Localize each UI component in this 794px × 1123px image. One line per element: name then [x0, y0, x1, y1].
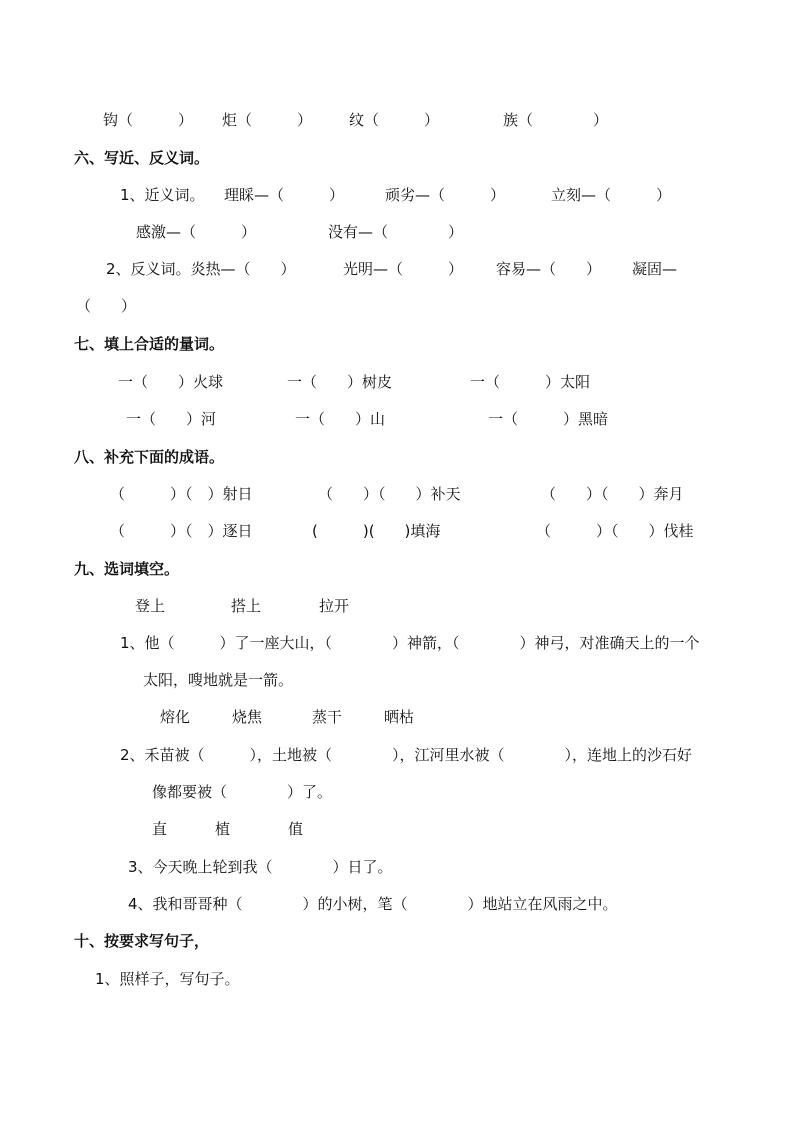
- q5-line: [0, 109, 609, 131]
- word-option: 蒸干: [312, 708, 343, 726]
- q5-item-4: 族（ ）: [503, 111, 609, 129]
- q6-item: 理睬—（ ）: [224, 186, 345, 204]
- q6-item: 光明—（ ）: [343, 260, 464, 278]
- word-option: 搭上: [231, 597, 262, 615]
- word-option: 植: [215, 820, 231, 838]
- q7-item: 一（ ）树皮: [287, 373, 393, 391]
- q9-s1-line2: [0, 669, 294, 691]
- q6-item: 顽劣—（ ）: [385, 186, 506, 204]
- q6-line3: [0, 258, 678, 280]
- q9-s2-line1: [0, 744, 693, 766]
- q9-options-2: [0, 706, 415, 728]
- word-option: 熔化: [160, 708, 191, 726]
- q9-heading-line: [0, 558, 180, 580]
- q6-sub-label: 1、近义词。: [120, 186, 205, 204]
- q6-line1: [0, 184, 672, 206]
- q7-heading-line: [0, 333, 225, 355]
- section-heading: 六、写近、反义词。: [74, 149, 210, 167]
- q6-item: 没有—（ ）: [328, 223, 464, 241]
- q10-s1: [0, 968, 240, 990]
- sentence-text: 3、今天晚上轮到我（ ）日了。: [128, 858, 393, 876]
- q7-item: 一（ ）太阳: [470, 373, 591, 391]
- q6-heading-line: [0, 147, 210, 169]
- sentence-text: 1、照样子，写句子。: [95, 970, 240, 988]
- q6-item: 立刻—（ ）: [551, 186, 672, 204]
- q7-item: 一（ ）山: [295, 410, 386, 428]
- q8-line2: [0, 520, 694, 542]
- q7-line2: [0, 408, 609, 430]
- word-option: 烧焦: [232, 708, 263, 726]
- section-heading: 七、填上合适的量词。: [74, 335, 225, 353]
- word-option: 晒枯: [384, 708, 415, 726]
- q5-item-2: 炬（ ）: [222, 111, 313, 129]
- q5-item-3: 纹（ ）: [349, 111, 440, 129]
- q6-line4: [0, 295, 137, 317]
- q9-s4: [0, 893, 618, 915]
- q6-item: 凝固—: [632, 260, 678, 278]
- word-option: 直: [152, 820, 168, 838]
- q6-item: 感激—（ ）: [136, 223, 257, 241]
- q10-heading-line: [0, 930, 210, 952]
- q7-item: 一（ ）黑暗: [488, 410, 609, 428]
- word-option: 值: [288, 820, 304, 838]
- word-option: 登上: [135, 597, 166, 615]
- q6-line2: [0, 221, 464, 243]
- q9-s2-line2: [0, 781, 333, 803]
- q5-item-1: 钩（ ）: [103, 111, 194, 129]
- sentence-text: 4、我和哥哥种（ ）的小树，笔（ ）地站立在风雨之中。: [128, 895, 618, 913]
- q8-item: ( )( )填海: [312, 522, 441, 540]
- sentence-text: 1、他（ ）了一座大山，（ ）神箭，（ ）神弓，对准确天上的一个: [120, 634, 700, 652]
- q6-item: 2、反义词。炎热—（ ）: [106, 260, 296, 278]
- q8-item: （ ）（ ）逐日: [110, 522, 253, 540]
- q6-item: （ ）: [76, 297, 137, 315]
- sentence-text: 太阳，嗖地就是一箭。: [143, 671, 294, 689]
- q8-heading-line: [0, 446, 225, 468]
- q8-item: （ ）（ ）奔月: [541, 485, 684, 503]
- q9-options-1: [0, 595, 350, 617]
- sentence-text: 2、禾苗被（ ），土地被（ ），江河里水被（ ），连地上的沙石好: [120, 746, 693, 764]
- q8-item: （ ）（ ）射日: [110, 485, 253, 503]
- q9-s1-line1: [0, 632, 700, 654]
- q8-line1: [0, 483, 684, 505]
- q8-item: （ ）（ ）补天: [318, 485, 461, 503]
- q7-item: 一（ ）火球: [118, 373, 224, 391]
- q9-options-3: [0, 818, 304, 840]
- q6-item: 容易—（ ）: [496, 260, 602, 278]
- word-option: 拉开: [319, 597, 350, 615]
- q7-line1: [0, 371, 591, 393]
- q9-s3: [0, 856, 393, 878]
- section-heading: 八、补充下面的成语。: [74, 448, 225, 466]
- section-heading: 十、按要求写句子，: [74, 932, 210, 950]
- section-heading: 九、选词填空。: [74, 560, 180, 578]
- sentence-text: 像都要被（ ）了。: [152, 783, 333, 801]
- q7-item: 一（ ）河: [126, 410, 217, 428]
- q8-item: （ ）（ ）伐桂: [536, 522, 694, 540]
